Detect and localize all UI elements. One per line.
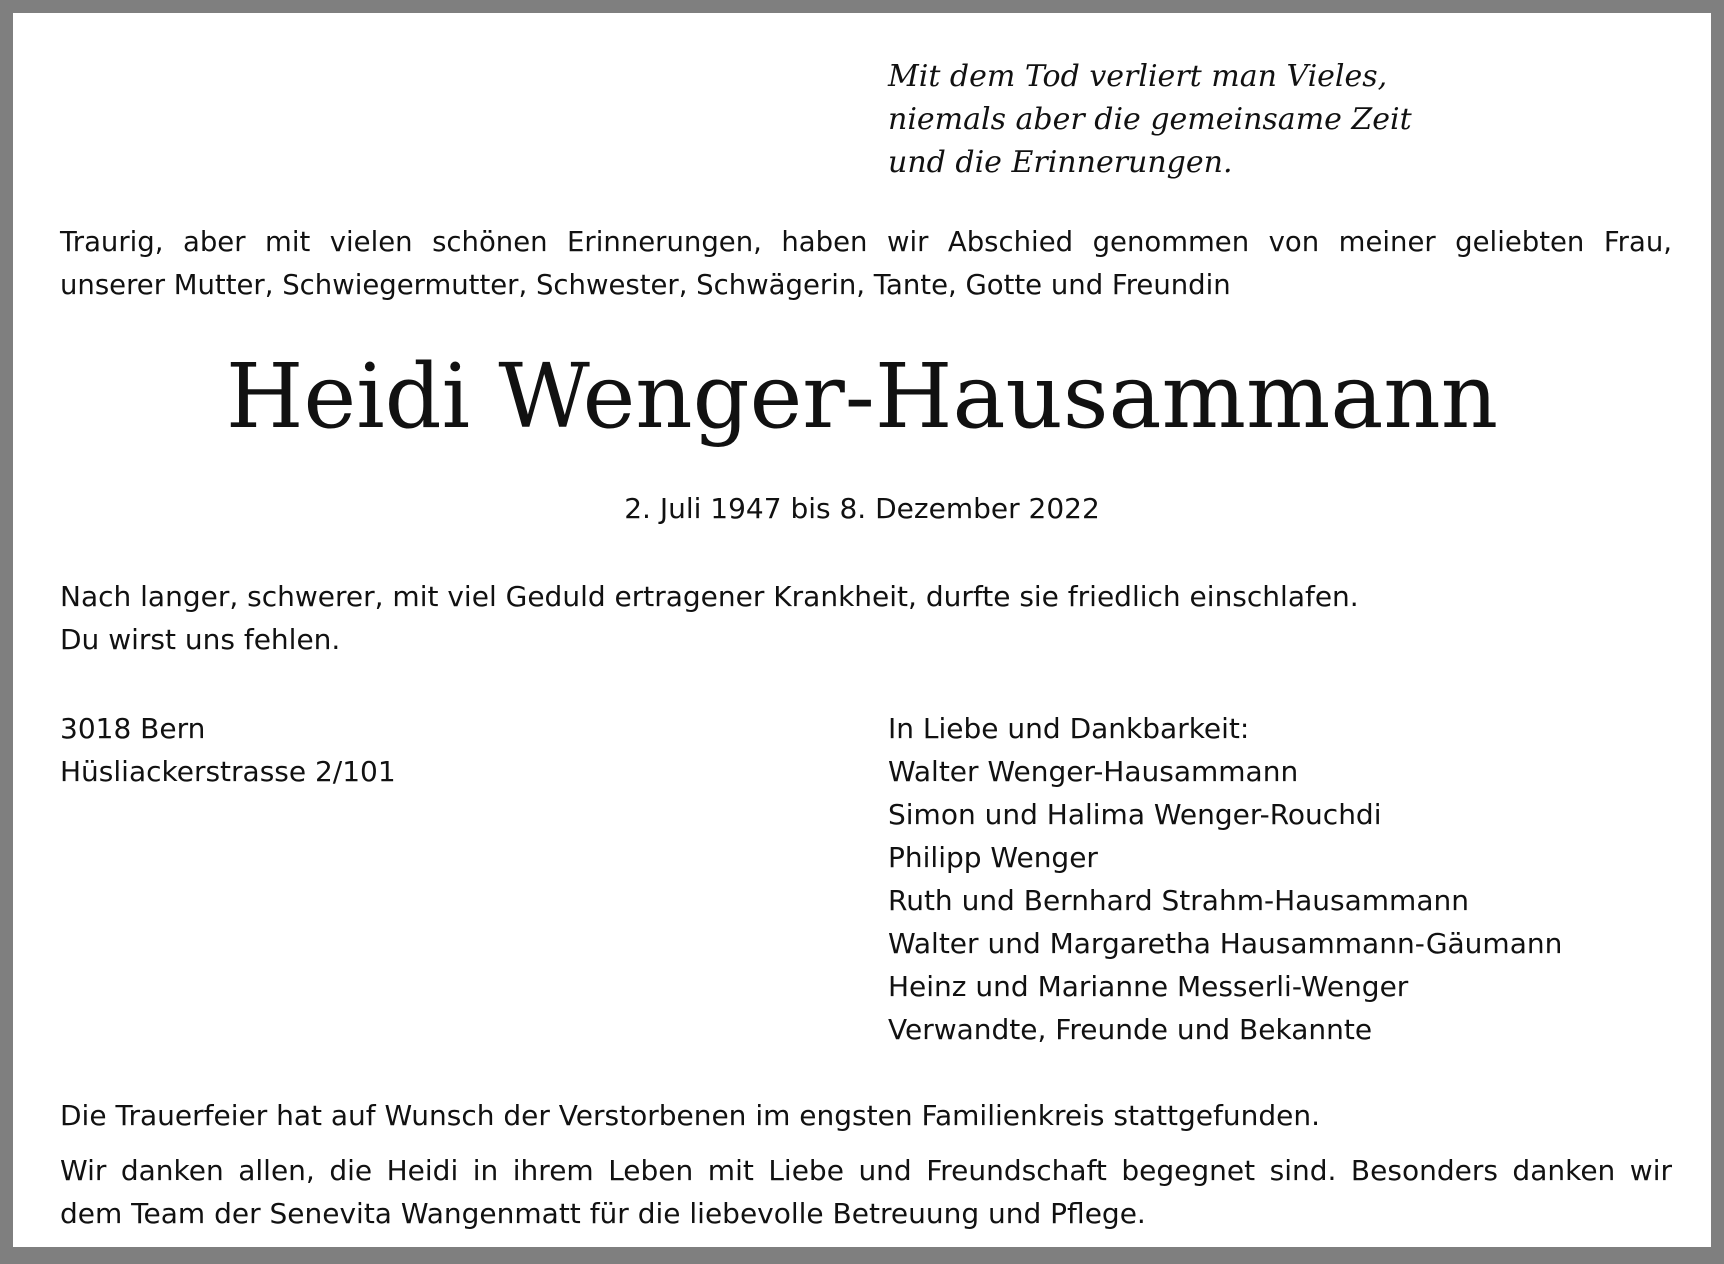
- family-member: Simon und Halima Wenger-Rouchdi: [888, 798, 1382, 831]
- family-member: Walter Wenger-Hausammann: [888, 755, 1299, 788]
- thanks-line: Wir danken allen, die Heidi in ihrem Leben mit Liebe und Freundschaft begegnet sind. Besonders danken wir: [60, 1154, 1672, 1187]
- illness-line: Nach langer, schwerer, mit viel Geduld ertragener Krankheit, durfte sie friedlich einschlafen.: [60, 580, 1359, 613]
- family-list: [888, 707, 1678, 1051]
- quote-line: Mit dem Tod verliert man Vieles,: [888, 59, 1388, 94]
- thanks-paragraph: [60, 1149, 1672, 1235]
- family-member: Walter und Margaretha Hausammann-Gäumann: [888, 927, 1563, 960]
- address-line: Hüsliackerstrasse 2/101: [60, 755, 396, 788]
- family-member: Verwandte, Freunde und Bekannte: [888, 1013, 1373, 1046]
- obituary-notice: [13, 13, 1711, 1247]
- family-member: Philipp Wenger: [888, 841, 1098, 874]
- illness-line: Du wirst uns fehlen.: [60, 623, 341, 656]
- ceremony-note: Die Trauerfeier hat auf Wunsch der Verstorbenen im engsten Familienkreis stattgefunden.: [60, 1099, 1321, 1132]
- intro-line: unserer Mutter, Schwiegermutter, Schwester, Schwägerin, Tante, Gotte und Freundin: [60, 269, 1231, 301]
- family-member: Heinz und Marianne Messerli-Wenger: [888, 970, 1409, 1003]
- illness-paragraph: [60, 575, 1672, 661]
- thanks-line: dem Team der Senevita Wangenmatt für die liebevolle Betreuung und Pflege.: [60, 1197, 1146, 1230]
- quote-line: und die Erinnerungen.: [888, 145, 1233, 180]
- family-heading: In Liebe und Dankbarkeit:: [888, 712, 1250, 745]
- life-dates: 2. Juli 1947 bis 8. Dezember 2022: [624, 492, 1100, 525]
- intro-paragraph: [60, 221, 1672, 307]
- mourning-address: [60, 707, 760, 793]
- address-line: 3018 Bern: [60, 712, 206, 745]
- intro-line: Traurig, aber mit vielen schönen Erinnerungen, haben wir Abschied genommen von meiner geliebten Frau,: [60, 226, 1672, 258]
- memorial-quote: [888, 55, 1488, 184]
- family-member: Ruth und Bernhard Strahm-Hausammann: [888, 884, 1469, 917]
- quote-line: niemals aber die gemeinsame Zeit: [888, 102, 1412, 137]
- deceased-name: Heidi Wenger-Hausammann: [225, 344, 1499, 448]
